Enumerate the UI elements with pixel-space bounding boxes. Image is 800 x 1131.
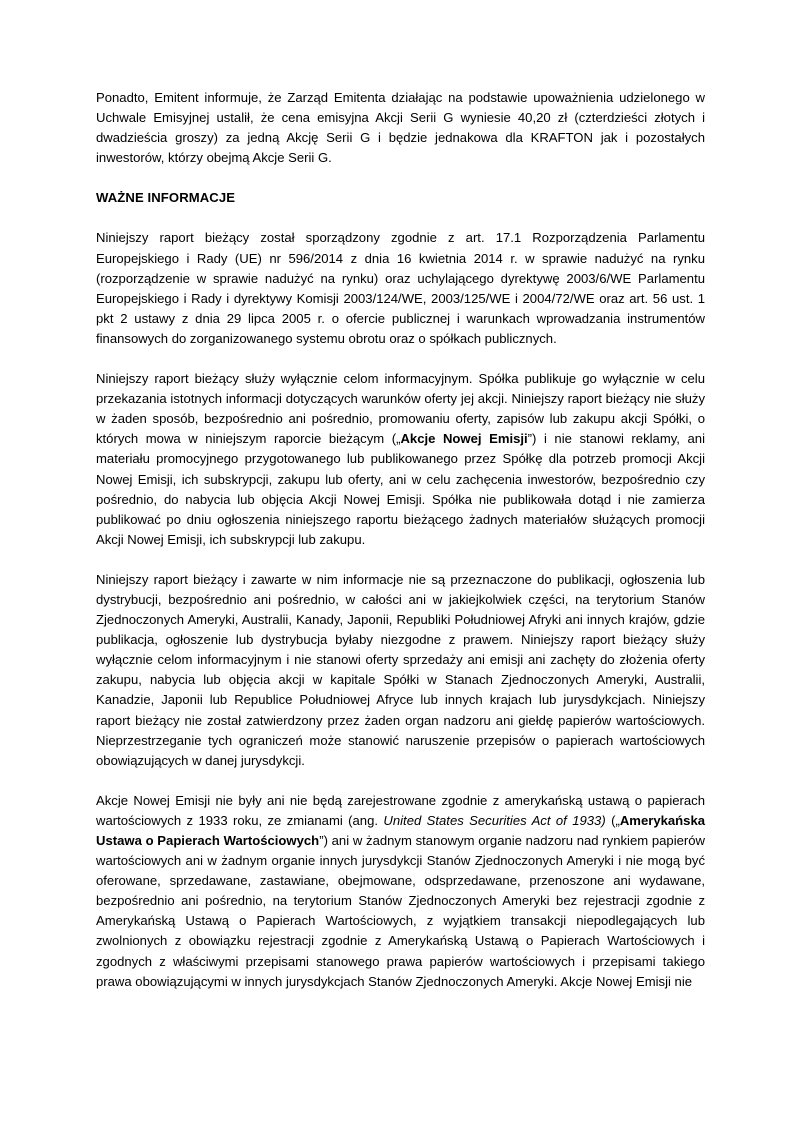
paragraph-issue-price: Ponadto, Emitent informuje, że Zarząd Emitenta działając na podstawie upoważnienia udzielonego w Uchwale Emisyjnej ustalił, że cena emisyjna Akcji Serii G wyniesie 40,20 zł (czterdzieści złotych i dwadzieścia groszy) za jedną Akcję Serii G i będzie jednakowa dla KRAFTON jak i pozostałych inwestorów, którzy obejmą Akcje Serii G. bbox=[96, 90, 705, 166]
quote-open-glyph-us-act: „ bbox=[615, 812, 620, 828]
us-securities-text-tail: ) ani w żadnym stanowym organie nadzoru nad rynkiem papierów wartościowych ani w żadnym organie innych jurysdykcji Stanów Zjednoczonych Ameryki i nie mogą być oferowane, sprzedawane, zastawiane, obejmowane, odsprzedawane, przenoszone ani wydawane, bezpośrednio ani pośrednio, na terytorium Stanów Zjednoczonych Ameryki bez rejestracji zgodnie z Amerykańską Ustawą o Papierach Wartościowych, z wyjątkiem transakcji niepodlegających lub zwolnionych z obowiązku rejestracji zgodnie z Amerykańską Ustawą o Papierach Wartościowych i zgodnych z właściwymi przepisami stanowego prawa papierów wartościowych i przepisami takiego prawa obowiązującymi w innych jurysdykcjach Stanów Zjednoczonych Ameryki. Akcje Nowej Emisji nie bbox=[96, 833, 705, 989]
us-securities-text-mid: ( bbox=[605, 812, 616, 828]
us-securities-text-lead: Akcje Nowej Emisji nie były ani nie będą zarejestrowane zgodnie z amerykańską ustawą o papierach wartościowych z 1933 roku, ze zmianami (ang. bbox=[96, 792, 705, 828]
defined-term-us-securities-act: Amerykańska Ustawa o Papierach Wartościowych bbox=[96, 812, 706, 848]
italic-us-act-title: United States Securities Act of 1933) bbox=[383, 812, 606, 828]
paragraph-legal-basis: Niniejszy raport bieżący został sporządzony zgodnie z art. 17.1 Rozporządzenia Parlamentu Europejskiego i Rady (UE) nr 596/2014 z dnia 16 kwietnia 2014 r. w sprawie nadużyć na rynku (rozporządzenie w sprawie nadużyć na rynku) oraz uchylającego dyrektywę 2003/6/WE Parlamentu Europejskiego i Rady i dyrektywy Komisji 2003/124/WE, 2003/125/WE i 2004/72/WE oraz art. 56 ust. 1 pkt 2 ustawy z dnia 29 lipca 2005 r. o ofercie publicznej i warunkach wprowadzania instrumentów finansowych do zorganizowanego systemu obrotu oraz o spółkach publicznych. bbox=[96, 230, 705, 346]
section-heading-important-information: WAŻNE INFORMACJE bbox=[96, 190, 236, 206]
paragraph-us-securities-act bbox=[96, 791, 705, 992]
paragraph-distribution-restrictions: Niniejszy raport bieżący i zawarte w nim informacje nie są przeznaczone do publikacji, ogłoszenia lub dystrybucji, bezpośrednio ani pośrednio, w całości ani w jakiejkolwiek części, na terytorium Stanów Zjednoczonych Ameryki, Australii, Kanady, Japonii, Republiki Południowej Afryki ani innych krajów, gdzie publikacja, ogłoszenie lub dystrybucja byłaby niezgodne z prawem. Niniejszy raport bieżący służy wyłącznie celom informacyjnym i nie stanowi oferty sprzedaży ani emisji ani zachęty do złożenia oferty zakupu, nabycia lub objęcia akcji w kapitale Spółki w Stanach Zjednoczonych Ameryki, Australii, Kanadzie, Japonii lub Republice Południowej Afryce lub innych krajach lub jurysdykcjach. Niniejszy raport bieżący nie został zatwierdzony przez żaden organ nadzoru ani giełdę papierów wartościowych. Nieprzestrzeganie tych ograniczeń może stanowić naruszenie przepisów o papierach wartościowych obowiązujących w danej jurysdykcji. bbox=[96, 571, 705, 768]
quote-close-glyph-us-act: ” bbox=[319, 833, 324, 848]
paragraph-informational-purpose bbox=[96, 369, 705, 550]
quote-open-glyph: „ bbox=[396, 431, 401, 447]
defined-term-new-shares: Akcje Nowej Emisji bbox=[400, 431, 528, 447]
quote-close-glyph: ” bbox=[527, 431, 533, 447]
informational-text-tail: ) i nie stanowi reklamy, ani materiału promocyjnego przygotowanego lub publikowanego przez Spółkę dla potrzeb promocji Akcji Nowej Emisji, ich subskrypcji, zakupu lub oferty, ani w celu zachęcenia inwestorów, bezpośrednio czy pośrednio, do nabycia lub objęcia Akcji Nowej Emisji. Spółka nie publikowała dotąd i nie zamierza publikować po dniu ogłoszenia niniejszego raportu bieżącego żadnych materiałów służących promocji Akcji Nowej Emisji, ich subskrypcji lub zakupu. bbox=[96, 431, 705, 547]
document-text-column bbox=[96, 88, 705, 992]
informational-text-lead: Niniejszy raport bieżący służy wyłącznie celom informacyjnym. Spółka publikuje go wyłącznie w celu przekazania istotnych informacji dotyczących warunków oferty jej akcji. Niniejszy raport bieżący nie służy w żaden sposób, bezpośrednio ani pośrednio, promowaniu oferty, zapisów lub zakupu akcji Spółki, o których mowa w niniejszym raporcie bieżącym ( bbox=[96, 371, 705, 447]
